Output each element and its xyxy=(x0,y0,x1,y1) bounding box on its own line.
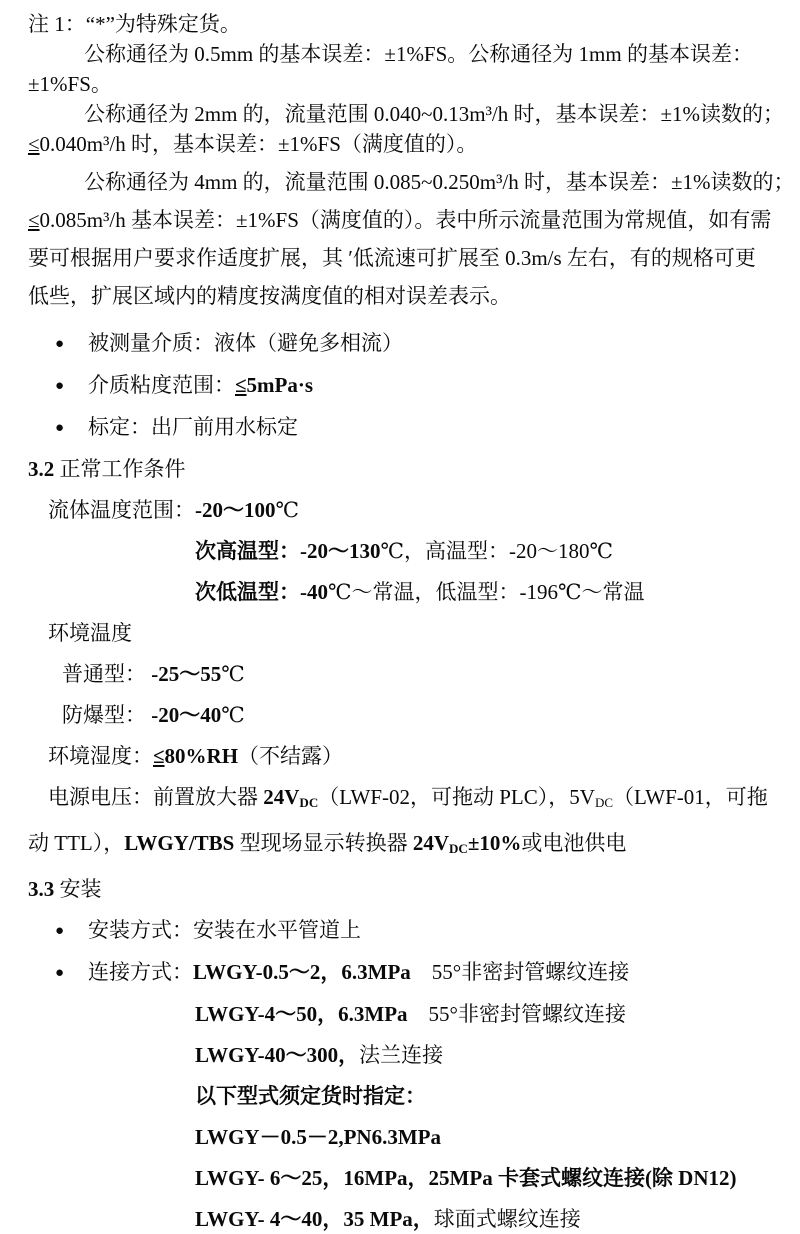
text-run: （LWF-02，可拖动 PLC），5V xyxy=(318,785,595,809)
text-line xyxy=(28,910,772,952)
text-run: 24V xyxy=(412,830,450,855)
text-run: 型现场显示转换器 xyxy=(234,830,413,855)
text-line xyxy=(195,994,772,1035)
text-run: 流体温度范围： xyxy=(48,498,195,522)
text-line xyxy=(62,654,772,695)
text-line xyxy=(28,869,772,910)
text-run: 动 TTL）， xyxy=(28,830,125,855)
text-run: （不结露） xyxy=(238,744,344,768)
text-line xyxy=(28,823,772,869)
text-run: 以下型式须定货时指定： xyxy=(195,1083,426,1108)
text-line xyxy=(28,449,772,490)
text-run: （LWF-01，可拖 xyxy=(613,785,768,809)
text-section xyxy=(28,163,795,315)
text-run: 球面式螺纹连接 xyxy=(433,1206,581,1231)
text-section xyxy=(28,9,785,159)
text-line xyxy=(195,1035,772,1076)
text-run: 次低温型： xyxy=(195,580,300,604)
text-run: ℃ xyxy=(275,498,299,522)
text-line xyxy=(28,365,772,407)
text-run: 被测量介质：液体（避免多相流） xyxy=(88,331,403,355)
text-run: DC xyxy=(449,840,468,856)
text-run: 24V xyxy=(263,785,300,809)
text-run: LWGY-4～50，6.3MPa xyxy=(195,1001,408,1026)
text-run: 低些，扩展区域内的精度按满度值的相对误差表示。 xyxy=(28,284,511,308)
text-run: ±10% xyxy=(467,830,522,855)
text-run: 标定：出厂前用水标定 xyxy=(88,415,298,439)
text-section xyxy=(28,323,772,1234)
text-line xyxy=(28,69,772,99)
bullet-icon: ● xyxy=(55,378,65,394)
text-run: ℃ xyxy=(221,703,245,727)
text-run: DC xyxy=(299,794,319,810)
text-run: 安装方式：安装在水平管道上 xyxy=(88,917,361,942)
text-line xyxy=(48,736,772,777)
text-line xyxy=(28,277,772,315)
text-run: 0.085m³/h 基本误差：±1%FS（满度值的）。表中所示流量范围为常规值，如有需 xyxy=(39,208,772,232)
text-run: ≤ xyxy=(28,132,40,156)
bullet-icon: ● xyxy=(55,420,65,436)
text-run: 法兰连接 xyxy=(359,1042,444,1067)
text-run: -20～100 xyxy=(195,498,276,522)
text-line xyxy=(28,163,795,201)
text-line xyxy=(195,531,772,572)
text-run: LWGY- 6～25，16MPa，25MPa 卡套式螺纹连接(除 DN12) xyxy=(195,1165,737,1190)
text-line xyxy=(62,695,772,736)
text-line xyxy=(195,1117,772,1158)
text-line xyxy=(28,201,772,239)
text-run: 80%RH xyxy=(164,744,239,768)
text-line xyxy=(195,572,772,613)
text-run: ℃，高温型：-20～180℃ xyxy=(380,539,613,563)
text-run: LWGY/TBS xyxy=(124,830,235,855)
text-line xyxy=(28,9,772,39)
bullet-icon: ● xyxy=(55,336,65,352)
text-run: DC xyxy=(594,794,614,810)
text-run: ≤ xyxy=(28,208,40,232)
document-body xyxy=(28,9,795,1234)
text-run: 5mPa·s xyxy=(246,373,314,397)
text-line xyxy=(28,129,772,159)
text-run: 公称通径为 4mm 的，流量范围 0.085~0.250m³/h 时，基本误差：±1%读数的； xyxy=(84,170,795,194)
text-run: LWGY- 4～40，35 MPa， xyxy=(195,1206,434,1231)
text-run: 环境温度 xyxy=(48,621,132,645)
text-line xyxy=(28,952,772,994)
text-run: ℃～常温，低温型：-196℃～常温 xyxy=(328,580,645,604)
text-run: 环境湿度： xyxy=(48,744,153,768)
text-run: 防爆型： xyxy=(62,703,152,727)
text-run: 0.040m³/h 时，基本误差：±1%FS（满度值的）。 xyxy=(39,132,478,156)
text-run: 注 1：“*”为特殊定货。 xyxy=(28,12,241,36)
text-run: 公称通径为 2mm 的，流量范围 0.040~0.13m³/h 时，基本误差：±1%读数的； xyxy=(84,102,785,126)
text-line xyxy=(28,239,772,277)
text-line xyxy=(28,99,785,129)
text-run: ≤ xyxy=(153,744,165,768)
text-line xyxy=(48,777,772,823)
text-run: 3.2 xyxy=(28,457,55,481)
text-line xyxy=(28,39,772,69)
text-line xyxy=(195,1158,772,1199)
text-run: -20～40 xyxy=(151,703,222,727)
text-run: 次高温型： xyxy=(195,539,300,563)
text-line xyxy=(195,1199,772,1234)
text-line xyxy=(28,407,772,449)
text-run: ≤ xyxy=(235,373,247,397)
text-line xyxy=(28,323,772,365)
bullet-icon: ● xyxy=(55,964,65,981)
text-run: ℃ xyxy=(221,662,245,686)
text-run: LWGY-0.5～2，6.3MPa xyxy=(193,959,411,984)
text-run: 连接方式： xyxy=(88,959,193,984)
text-run: -40 xyxy=(300,580,328,604)
text-run: 55°非密封管螺纹连接 xyxy=(410,959,630,984)
text-run: 安装 xyxy=(54,876,102,901)
text-line xyxy=(195,1076,772,1117)
text-run: LWGY－0.5－2,PN6.3MPa xyxy=(195,1124,441,1149)
text-run: 公称通径为 0.5mm 的基本误差：±1%FS。公称通径为 1mm 的基本误差： xyxy=(84,42,753,66)
text-run: 要可根据用户要求作适度扩展，其 ′低流速可扩展至 0.3m/s 左右，有的规格可更 xyxy=(28,246,756,270)
text-line xyxy=(48,613,772,654)
text-run: 正常工作条件 xyxy=(54,457,186,481)
text-run: 3.3 xyxy=(28,876,55,901)
bullet-icon: ● xyxy=(55,922,65,939)
text-run: 介质粘度范围： xyxy=(88,373,235,397)
text-run: -25～55 xyxy=(151,662,222,686)
text-line xyxy=(48,490,772,531)
text-run: ±1%FS。 xyxy=(28,72,112,96)
text-run: 电源电压：前置放大器 xyxy=(48,785,264,809)
text-run: -20～130 xyxy=(300,539,381,563)
text-run: 55°非密封管螺纹连接 xyxy=(407,1001,626,1026)
text-run: 或电池供电 xyxy=(521,830,627,855)
text-run: LWGY-40～300， xyxy=(195,1042,360,1067)
text-run: 普通型： xyxy=(62,662,152,686)
